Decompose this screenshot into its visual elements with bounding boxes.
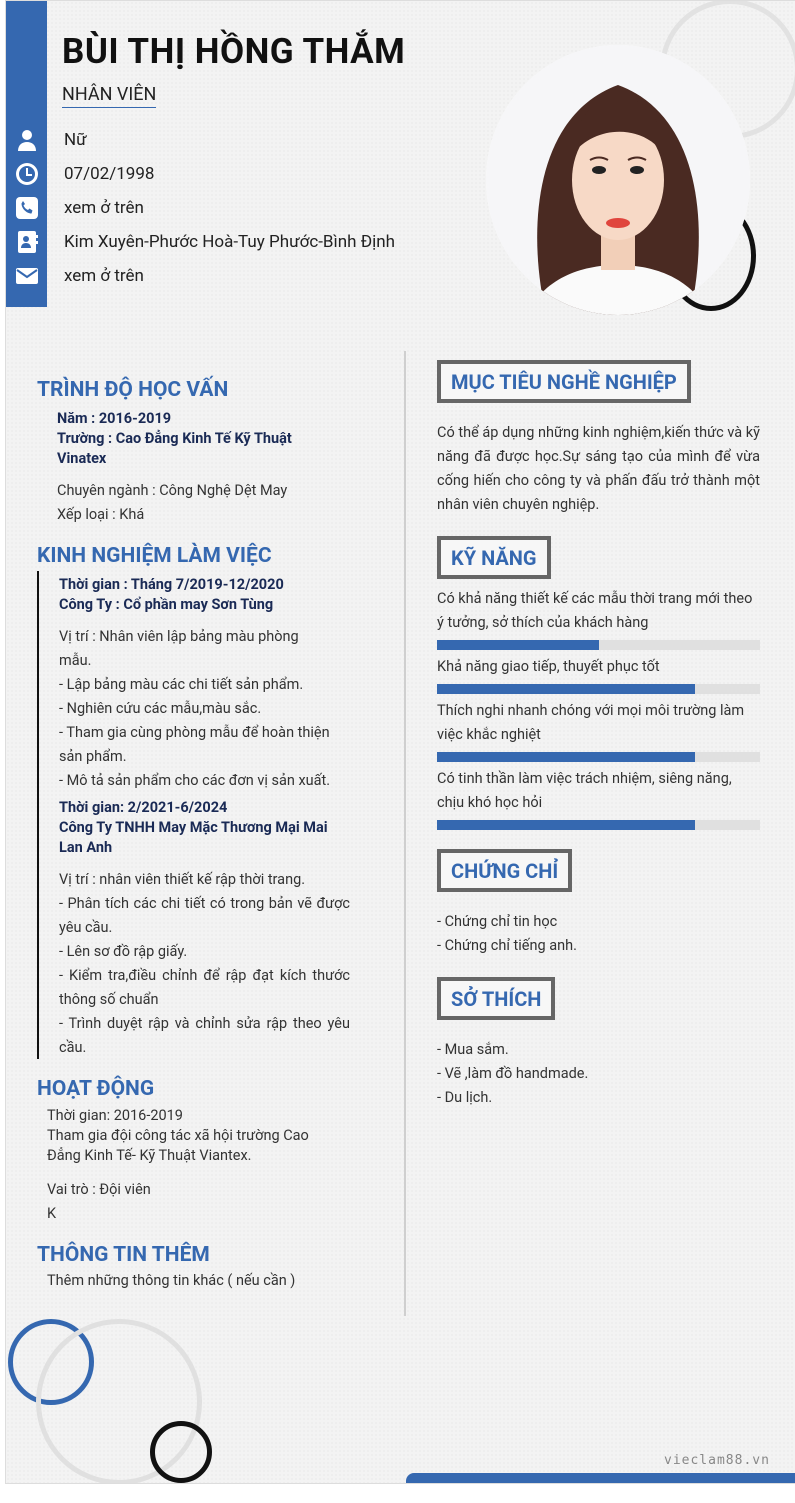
education-rank: Xếp loại : Khá bbox=[57, 506, 145, 523]
address-value: Kim Xuyên-Phước Hoà-Tuy Phước-Bình Định bbox=[64, 232, 395, 252]
additional-text: Thêm những thông tin khác ( nếu cần ) bbox=[47, 1272, 296, 1289]
phone-icon bbox=[14, 195, 40, 221]
job-2-line-2: - Phân tích các chi tiết có trong bản vẽ được yêu cầu. bbox=[59, 895, 350, 936]
skill-1-label: Có khả năng thiết kế các mẫu thời trang mới theo ý tưởng, sở thích của khách hàng bbox=[437, 590, 753, 631]
clock-icon bbox=[14, 161, 40, 187]
hobby-3: - Du lịch. bbox=[437, 1089, 493, 1106]
skill-3-label: Thích nghi nhanh chóng với mọi môi trường làm việc khắc nghiệt bbox=[437, 702, 745, 743]
education-year: Năm : 2016-2019 bbox=[57, 410, 172, 427]
skill-1-bar bbox=[437, 640, 760, 650]
skill-4-label: Có tinh thần làm việc trách nhiệm, siêng năng, chịu khó học hỏi bbox=[437, 770, 732, 811]
cv-page bbox=[5, 0, 795, 1484]
column-divider bbox=[404, 351, 406, 1316]
skill-2-bar bbox=[437, 684, 760, 694]
job-1-company: Công Ty : Cổ phần may Sơn Tùng bbox=[59, 596, 274, 613]
job-2-line-4: - Kiểm tra,điều chỉnh để rập đạt kích thước thông số chuẩn bbox=[59, 967, 350, 1008]
phone-value: xem ở trên bbox=[64, 198, 144, 218]
skill-4-bar-fill bbox=[437, 820, 695, 830]
activities-title: HOẠT ĐỘNG bbox=[37, 1077, 155, 1101]
activities-extra: K bbox=[47, 1205, 57, 1222]
job-1-line-1: Vị trí : Nhân viên lập bảng màu phòng mẫu. bbox=[59, 628, 299, 669]
experience-title: KINH NGHIỆM LÀM VIỆC bbox=[37, 544, 272, 568]
footer-accent-bar bbox=[406, 1473, 795, 1483]
profile-photo bbox=[486, 45, 750, 315]
contact-sidebar-bar bbox=[6, 1, 47, 307]
birthday-value: 07/02/1998 bbox=[64, 164, 155, 184]
additional-title: THÔNG TIN THÊM bbox=[37, 1243, 210, 1267]
skills-title: KỸ NĂNG bbox=[437, 536, 551, 579]
user-icon bbox=[14, 127, 40, 153]
education-major: Chuyên ngành : Công Nghệ Dệt May bbox=[57, 482, 288, 499]
skill-2-bar-fill bbox=[437, 684, 695, 694]
skill-3-bar bbox=[437, 752, 760, 762]
skill-1-bar-fill bbox=[437, 640, 599, 650]
candidate-name: BÙI THỊ HỒNG THẮM bbox=[62, 31, 406, 72]
candidate-position: NHÂN VIÊN bbox=[62, 84, 156, 108]
job-1-line-5: - Mô tả sản phẩm cho các đơn vị sản xuất. bbox=[59, 772, 331, 789]
job-1-line-4: - Tham gia cùng phòng mẫu để hoàn thiện sản phẩm. bbox=[59, 724, 330, 765]
objective-title: MỤC TIÊU NGHỀ NGHIỆP bbox=[437, 360, 691, 403]
skill-4-bar bbox=[437, 820, 760, 830]
contact-card-icon bbox=[14, 229, 40, 255]
hobby-1: - Mua sắm. bbox=[437, 1041, 509, 1058]
gender-value: Nữ bbox=[64, 130, 87, 150]
job-2-line-1: Vị trí : nhân viên thiết kế rập thời trang. bbox=[59, 871, 306, 888]
job-2-line-5: - Trình duyệt rập và chỉnh sửa rập theo yêu cầu. bbox=[59, 1015, 350, 1056]
objective-text: Có thể áp dụng những kinh nghiệm,kiến thức và kỹ năng đã được học.Sự sáng tạo của mình để vừa cống hiến cho công ty và phấn đấu trở thành một nhân viên chuyên nghiệp. bbox=[437, 424, 760, 513]
job-2-time: Thời gian: 2/2021-6/2024 bbox=[59, 799, 228, 816]
activities-desc: Tham gia đội công tác xã hội trường Cao Đẳng Kinh Tế- Kỹ Thuật Viantex. bbox=[47, 1127, 309, 1164]
education-school: Trường : Cao Đẳng Kinh Tế Kỹ Thuật Vinatex bbox=[57, 430, 292, 467]
skill-3-bar-fill bbox=[437, 752, 695, 762]
certificate-1: - Chứng chỉ tin học bbox=[437, 913, 558, 930]
hobby-2: - Vẽ ,làm đồ handmade. bbox=[437, 1065, 589, 1082]
experience-timeline-line bbox=[37, 571, 39, 1059]
envelope-icon bbox=[14, 263, 40, 289]
certificates-title: CHỨNG CHỈ bbox=[437, 849, 572, 892]
job-2-line-3: - Lên sơ đồ rập giấy. bbox=[59, 943, 188, 960]
job-1-line-3: - Nghiên cứu các mẫu,màu sắc. bbox=[59, 700, 262, 717]
email-value: xem ở trên bbox=[64, 266, 144, 286]
job-1-line-2: - Lập bảng màu các chi tiết sản phẩm. bbox=[59, 676, 304, 693]
watermark: vieclam88.vn bbox=[664, 1453, 770, 1468]
decor-circle-black-bottom bbox=[150, 1421, 212, 1483]
activities-role: Vai trò : Đội viên bbox=[47, 1181, 151, 1198]
job-1-time: Thời gian : Tháng 7/2019-12/2020 bbox=[59, 576, 284, 593]
job-2-company: Công Ty TNHH May Mặc Thương Mại Mai Lan Anh bbox=[59, 819, 328, 856]
certificate-2: - Chứng chỉ tiếng anh. bbox=[437, 937, 577, 954]
hobbies-title: SỞ THÍCH bbox=[437, 977, 555, 1020]
skill-2-label: Khả năng giao tiếp, thuyết phục tốt bbox=[437, 658, 660, 675]
activities-time: Thời gian: 2016-2019 bbox=[47, 1107, 183, 1124]
education-title: TRÌNH ĐỘ HỌC VẤN bbox=[37, 378, 229, 402]
